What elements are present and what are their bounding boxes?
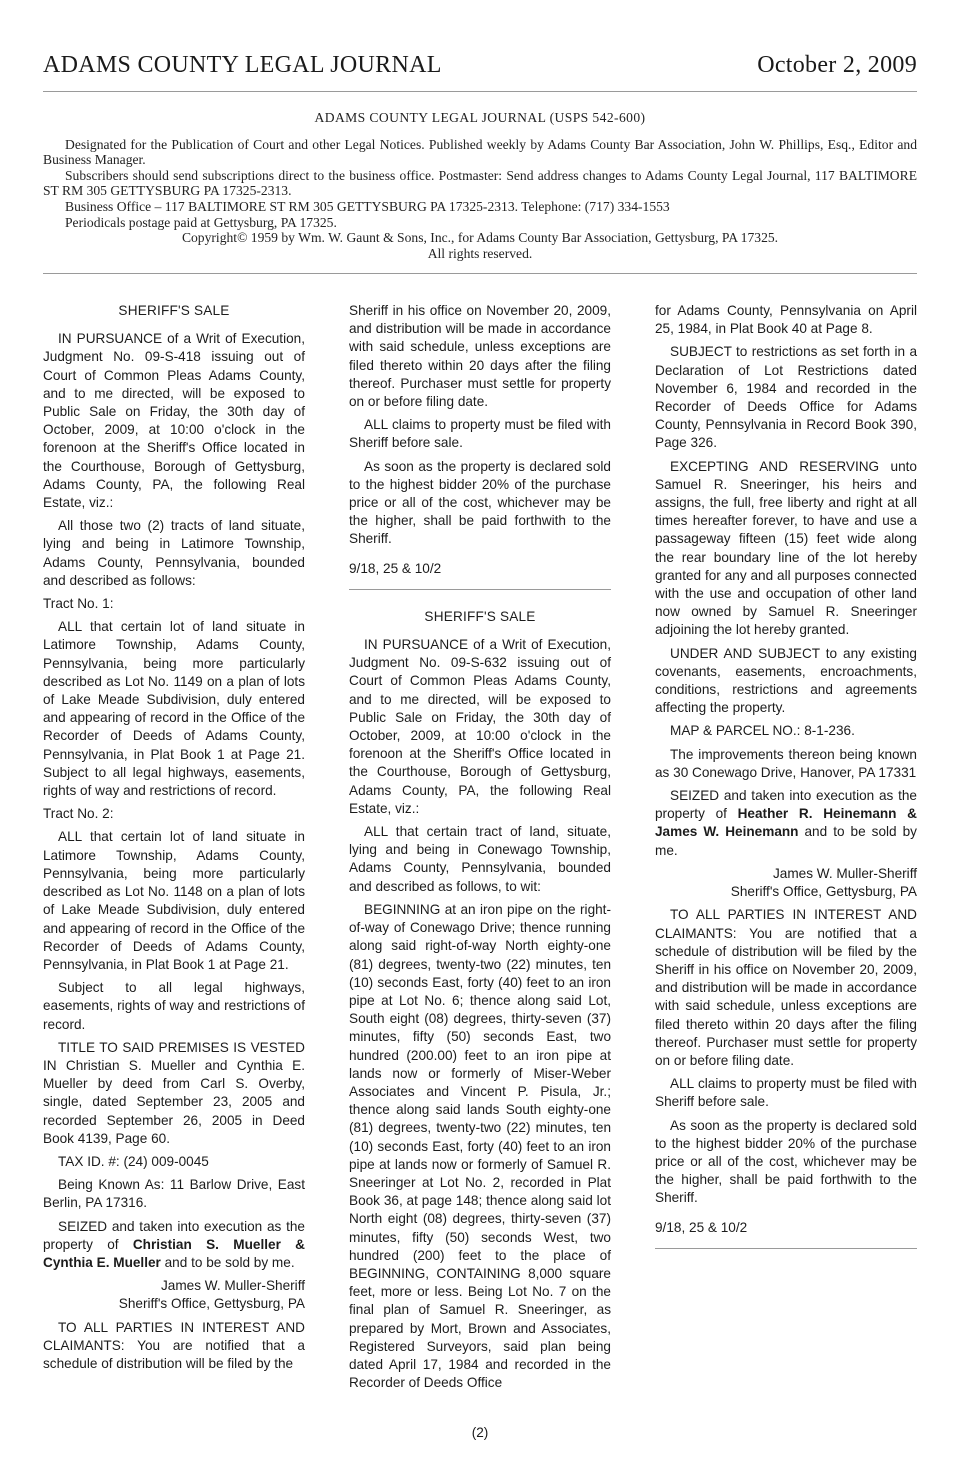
notice-1-seized-names: Christian S. Mueller & Cynthia E. Mueller (43, 1236, 305, 1270)
notice-1-seized-pre: SEIZED and taken into execution as the property of (43, 1218, 305, 1252)
notice-2-excepting: EXCEPTING AND RESERVING unto Samuel R. Sneeringer, his heirs and assigns, the full, free liberty and right at all times hereafter forever, to have and use a passageway fifteen (15) feet wide along the rear boundary line of the lot hereby granted for any and all purposes connected with the use and occupation of other land now owned by Samuel R. Sneeringer adjoining the lot hereby granted. (655, 458, 917, 638)
notice-2-seized-post: and to be sold by me. (655, 824, 917, 858)
notice-2-beginning: BEGINNING at an iron pipe on the right-of-way of Conewago Drive; thence running along said right-of-way North eighty-one (81) degrees, twenty-two (22) minutes, ten (10) seconds East, forty (40) feet to an iron pipe at Lot No. 6; thence along said Lot, South eight (08) degrees, thirty-seven (37) minutes, fifty (50) seconds East, two hundred (200.00) feet to an iron pipe at lands now or formerly of Miser-Weber Associates and Vincent P. Pisula, Jr.; thence along said lands South eighty-one (81) degrees, twenty-two (22) minutes, ten (10) seconds East, forty (40) feet to an iron pipe at lands now or formerly of Samuel R. Sneeringer at Lot No. 2, recorded in Plat Book 36, at page 148; thence along said lot North eight (08) degrees, thirty-seven (37) minutes, fifty (50) seconds West, two hundred (200) feet to the place of BEGINNING, CONTAINING 8,000 square feet, more or less. Being Lot No. 7 on the final plan of Samuel R. Sneeringer, as prepared by Mort, Brown and Associates, Registered Surveyors, said plan being dated April 17, 1984 and recorded in the Recorder of Deeds Office (349, 901, 611, 1391)
journal-title: ADAMS COUNTY LEGAL JOURNAL (43, 52, 442, 78)
notice-1-claims: ALL claims to property must be filed with Sheriff before sale. (349, 417, 611, 451)
business-office-text: Business Office – 117 BALTIMORE ST RM 305 GETTYSBURG PA 17325-2313. Telephone: (717) 334-1553 (65, 198, 670, 214)
notice-2-seized-pre: SEIZED and taken into execution as the property of (655, 788, 917, 822)
notice-2-improvements: The improvements thereon being known as 30 Conewago Drive, Hanover, PA 17331 (655, 746, 917, 780)
notice-2-claimants: TO ALL PARTIES IN INTEREST AND CLAIMANTS: You are notified that a schedule of distribution will be filed by the Sheriff in his office on November 20, 2009, and distribution will be made in accordance with said schedule, unless exceptions are filed thereto within 20 days after the filing thereof. Purchaser must settle for property on or before filing date. (655, 907, 917, 1068)
notice-2-subject: SUBJECT to restrictions as set forth in a Declaration of Lot Restrictions dated November 6, 1984 and recorded in the Recorder of Deeds Office for Adams County, Pennsylvania in Record Book 390, Page 326. (655, 344, 917, 451)
notice-2-dates: 9/18, 25 & 10/2 (655, 1219, 748, 1235)
notice-1-sheriff: James W. Muller-Sheriff (160, 1278, 305, 1294)
notice-1-seized (43, 1218, 305, 1273)
notice-2-intro: IN PURSUANCE of a Writ of Execution, Judgment No. 09-S-632 issuing out of Court of Common Pleas Adams County, and to me directed, will be exposed to Public Sale on Friday, the 30th day of October, 2009, at 10:00 o'clock in the forenoon at the Sheriff's Office located in the Courthouse, Borough of Gettysburg, Adams County, PA, the following Real Estate, viz.: (349, 637, 611, 816)
notice-2-sheriff: James W. Muller-Sheriff (772, 865, 917, 881)
notice-end-separator (655, 1248, 917, 1249)
notice-1-tract-2: ALL that certain lot of land situate in Latimore Township, Adams County, Pennsylvania, being more particularly described as Lot No. 1148 on a plan of lots of Lake Meade Subdivision, duly entered and appearing of record in the Office of the Recorder of Deeds of Adams County, Pennsylvania, in Plat Book 1 at Page 21. (43, 829, 305, 972)
copyright-text: Copyright© 1959 by Wm. W. Gaunt & Sons, Inc., for Adams County Bar Association, Gettysburg, PA 17325. (181, 230, 779, 246)
notice-2-under: UNDER AND SUBJECT to any existing covenants, easements, encroachments, conditions, restrictions and agreements affecting the property. (655, 645, 917, 716)
notice-2-tract: ALL that certain tract of land, situate, lying and being in Conewago Township, Adams County, Pennsylvania, bounded and described as follows, to wit: (349, 824, 611, 894)
notice-1-tract-1: ALL that certain lot of land situate in Latimore Township, Adams County, Pennsylvania, being more particularly described as Lot No. 1149 on a plan of lots of Lake Meade Subdivision, duly entered and appearing of record in the Office of the Recorder of Deeds of Adams County, Pennsylvania, in Plat Book 1 at Page 21. Subject to all legal highways, easements, rights of way and restrictions of record. (43, 619, 305, 799)
notice-1-claimants-cont: Sheriff in his office on November 20, 2009, and distribution will be made in accordance with said schedule, unless exceptions are filed thereto within 20 days after the filing thereof. Purchaser must settle for property on or before filing date. (349, 303, 611, 410)
notice-1-claimants: TO ALL PARTIES IN INTEREST AND CLAIMANTS: You are notified that a schedule of distribution will be filed by the (43, 1319, 305, 1371)
masthead (43, 52, 917, 86)
publication-title: ADAMS COUNTY LEGAL JOURNAL (USPS 542-600) (314, 110, 646, 125)
subscribers-text: Subscribers should send subscriptions direct to the business office. Postmaster: Send address changes to Adams County Legal Journal, 117 BALTIMORE ST RM 305 GETTYSBURG PA 17325-2313. (43, 167, 917, 199)
notice-1-tax-id: TAX ID. #: (24) 009-0045 (58, 1153, 209, 1169)
postage-text: Periodicals postage paid at Gettysburg, PA 17325. (65, 214, 337, 230)
notice-2-beginning-cont: for Adams County, Pennsylvania on April 25, 1984, in Plat Book 40 at Page 8. (655, 303, 917, 337)
notice-1-tract-1-label: Tract No. 1: (43, 596, 114, 612)
column-2 (349, 302, 611, 1397)
notice-1-dates: 9/18, 25 & 10/2 (349, 560, 442, 576)
notice-2-claims: ALL claims to property must be filed with Sheriff before sale. (655, 1076, 917, 1110)
notice-2-seized-names: Heather R. Heinemann & James W. Heinemann (655, 806, 917, 840)
notice-1-declared: As soon as the property is declared sold to the highest bidder 20% of the purchase price or all of the cost, whichever may be the higher, shall be paid forthwith to the Sheriff. (349, 458, 611, 547)
notice-2-parcel: MAP & PARCEL NO.: 8-1-236. (670, 723, 855, 739)
notice-1-office: Sheriff's Office, Gettysburg, PA (118, 1296, 305, 1312)
notice-2-seized (655, 787, 917, 860)
notice-1-title: TITLE TO SAID PREMISES IS VESTED IN Christian S. Mueller and Cynthia E. Mueller by deed from Carl S. Overby, single, dated September 23, 2005 and recorded September 26, 2005 in Deed Book 4139, Page 60. (43, 1039, 305, 1146)
notice-1-tracts-intro: All those two (2) tracts of land situate, lying and being in Latimore Township, Adams County, Pennsylvania, bounded and described as follows: (43, 518, 305, 588)
notice-2-declared: As soon as the property is declared sold to the highest bidder 20% of the purchase price or all of the cost, whichever may be the higher, shall be paid forthwith to the Sheriff. (655, 1117, 917, 1206)
notice-1-known-as: Being Known As: 11 Barlow Drive, East Berlin, PA 17316. (43, 1177, 305, 1211)
notice-1-seized-post: and to be sold by me. (160, 1254, 295, 1270)
notice-2-office: Sheriff's Office, Gettysburg, PA (730, 884, 917, 900)
issue-date: October 2, 2009 (757, 52, 917, 78)
rights-text: All rights reserved. (427, 245, 533, 261)
notice-1-subject: Subject to all legal highways, easements, rights of way and restrictions of record. (43, 980, 305, 1032)
publication-info (43, 110, 917, 261)
page-number: (2) (471, 1425, 489, 1440)
notice-2-heading: SHERIFF'S SALE (424, 608, 536, 624)
column-3 (655, 302, 917, 1267)
notice-1-tract-2-label: Tract No. 2: (43, 806, 114, 822)
section-rule (43, 273, 917, 274)
designated-text: Designated for the Publication of Court and other Legal Notices. Published weekly by Adams County Bar Association, John W. Phillips, Esq., Editor and Business Manager. (43, 136, 917, 168)
masthead-rule (43, 91, 917, 92)
notice-separator (349, 589, 611, 590)
notice-1-heading: SHERIFF'S SALE (118, 303, 230, 318)
column-1 (43, 302, 305, 1378)
notice-1-intro: IN PURSUANCE of a Writ of Execution, Judgment No. 09-S-418 issuing out of Court of Common Pleas Adams County, and to me directed, will be exposed to Public Sale on Friday, the 30th day of October, 2009, at 10:00 o'clock in the forenoon at the Sheriff's Office located in the Courthouse, Borough of Gettysburg, Adams County, PA, the following Real Estate, viz.: (43, 331, 305, 511)
